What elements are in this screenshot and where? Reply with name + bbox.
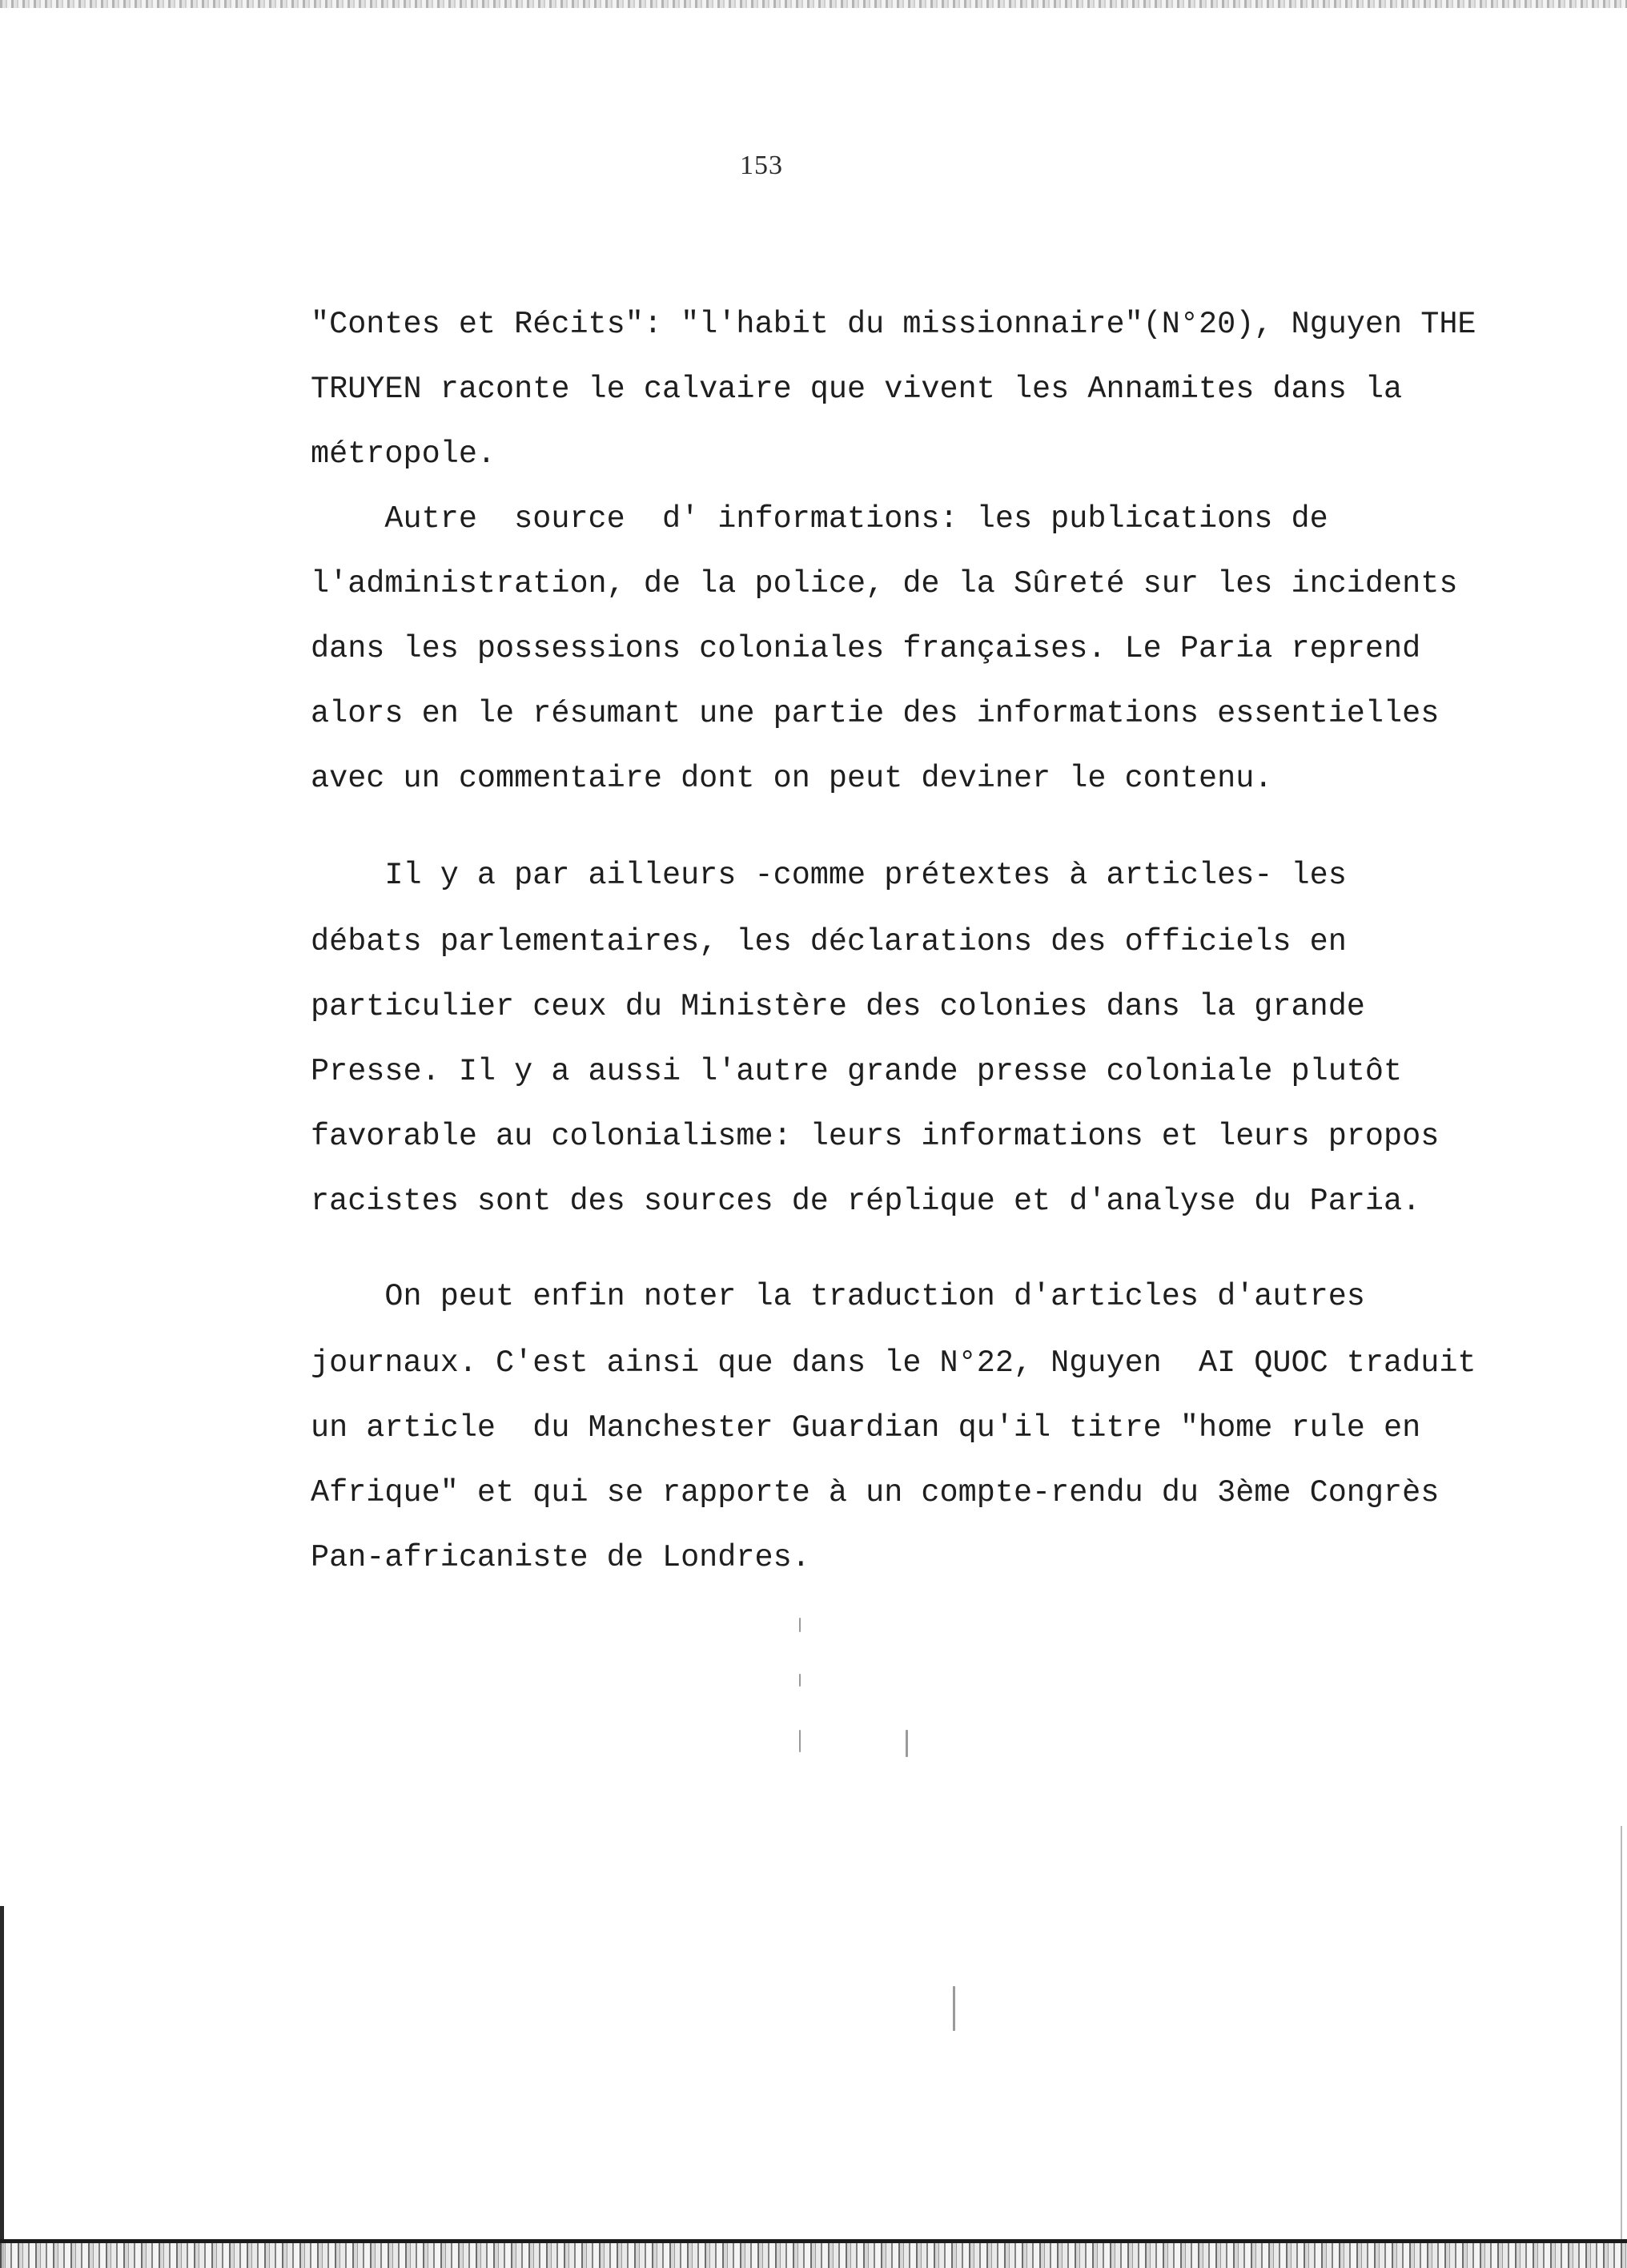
- text-line: avec un commentaire dont on peut deviner le contenu.: [311, 761, 1273, 796]
- text-line: dans les possessions coloniales françaises. Le Paria reprend: [311, 631, 1421, 666]
- scan-edge-left: [0, 1906, 4, 2268]
- text-line: Autre source d' informations: les publications de: [311, 501, 1328, 537]
- scan-edge-bottom: [0, 2243, 1627, 2268]
- scan-speck: [799, 1730, 801, 1752]
- text-line: racistes sont des sources de réplique et d'analyse du Paria.: [311, 1184, 1421, 1219]
- text-line: débats parlementaires, les déclarations des officiels en: [311, 924, 1347, 959]
- text-line: "Contes et Récits": "l'habit du missionnaire"(N°20), Nguyen THE: [311, 307, 1476, 342]
- text-line: métropole.: [311, 436, 496, 472]
- text-line: un article du Manchester Guardian qu'il titre "home rule en: [311, 1410, 1421, 1446]
- text-line: TRUYEN raconte le calvaire que vivent les Annamites dans la: [311, 372, 1403, 407]
- text-line: On peut enfin noter la traduction d'articles d'autres: [311, 1279, 1365, 1314]
- text-line: favorable au colonialisme: leurs informations et leurs propos: [311, 1119, 1440, 1154]
- scan-speck: [906, 1730, 908, 1757]
- text-line: alors en le résumant une partie des informations essentielles: [311, 696, 1440, 731]
- scan-speck: [953, 1986, 955, 2031]
- scan-edge-right: [1621, 1826, 1622, 2242]
- text-line: Afrique" et qui se rapporte à un compte-rendu du 3ème Congrès: [311, 1475, 1440, 1510]
- page-number: 153: [740, 151, 783, 180]
- text-line: Il y a par ailleurs -comme prétextes à articles- les: [311, 858, 1347, 893]
- scan-speck: [799, 1618, 801, 1632]
- text-line: Pan-africaniste de Londres.: [311, 1540, 810, 1575]
- text-line: l'administration, de la police, de la Sûreté sur les incidents: [311, 566, 1458, 601]
- scan-edge-top: [0, 0, 1627, 8]
- text-line: journaux. C'est ainsi que dans le N°22, Nguyen AI QUOC traduit: [311, 1345, 1476, 1381]
- text-line: Presse. Il y a aussi l'autre grande presse coloniale plutôt: [311, 1054, 1403, 1089]
- scan-speck: [799, 1674, 801, 1687]
- text-line: particulier ceux du Ministère des colonies dans la grande: [311, 989, 1365, 1024]
